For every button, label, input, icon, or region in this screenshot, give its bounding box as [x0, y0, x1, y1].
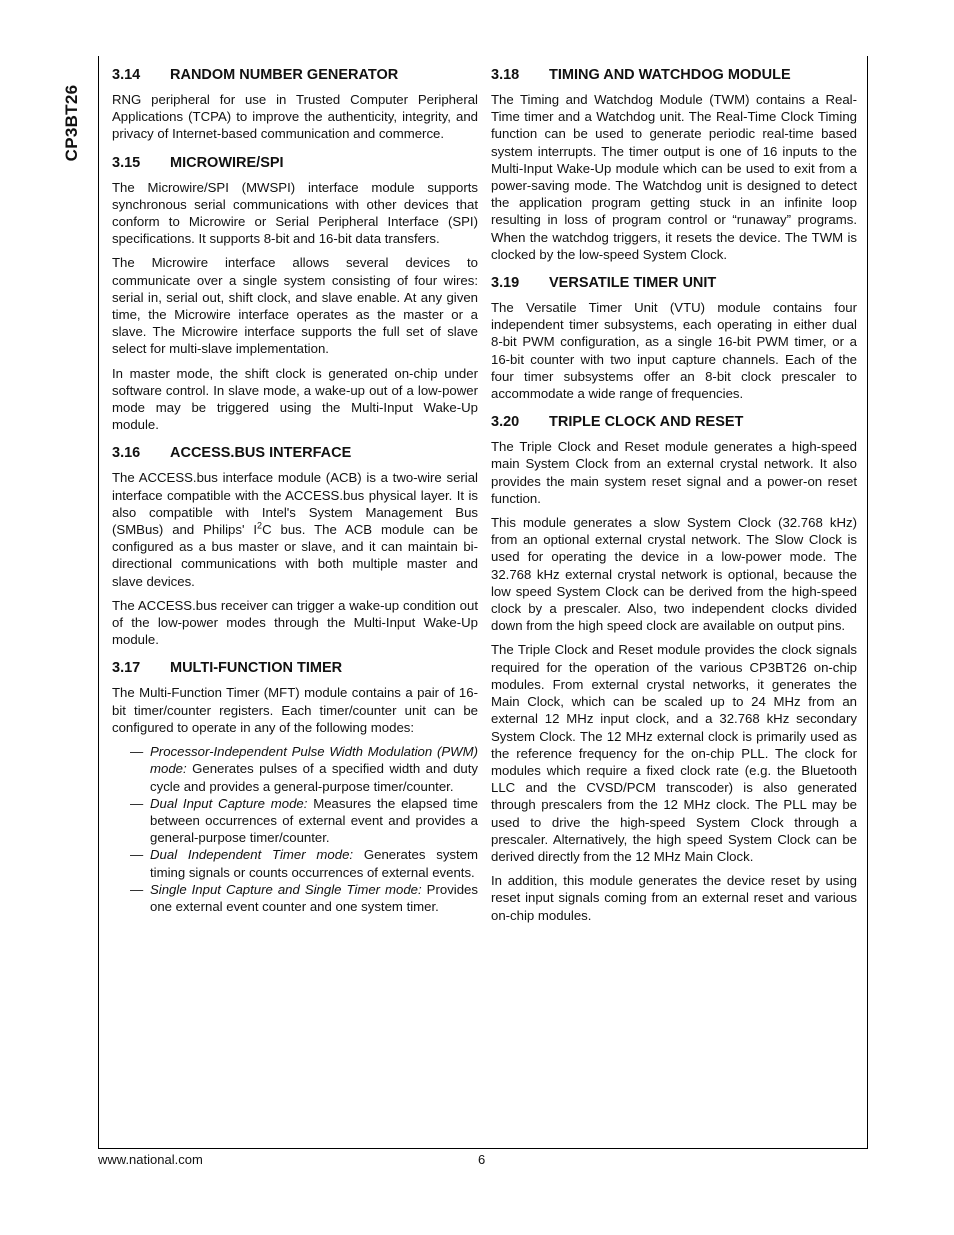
- right-column: [491, 66, 857, 935]
- mode-text: Measures the elapsed time between occurrences of external event and provides a general-purpose timer/counter.: [150, 795, 478, 846]
- section-heading: [112, 444, 478, 462]
- section-heading: [491, 66, 857, 84]
- mode-text: Generates system timing signals or counts occurrences of external events.: [150, 847, 479, 880]
- section-number: 3.19: [491, 275, 520, 292]
- section-3-19: [491, 274, 857, 402]
- mode-name: Dual Input Capture mode:: [150, 795, 308, 811]
- section-number: 3.14: [112, 67, 141, 83]
- section-number: 3.15: [112, 154, 141, 171]
- list-item: [112, 795, 478, 847]
- section-number: 3.18: [491, 67, 520, 83]
- paragraph: The Triple Clock and Reset module generates a high-speed main System Clock from an external crystal network. It also provides the main system reset signal and a power-on reset function.: [491, 439, 857, 506]
- section-3-18: [491, 66, 857, 263]
- section-3-17: [112, 659, 478, 915]
- dash-bullet: —: [130, 847, 144, 863]
- paragraph: [112, 469, 478, 589]
- footer-url: www.national.com: [98, 1152, 203, 1167]
- dash-bullet: —: [130, 881, 144, 897]
- paragraph: The ACCESS.bus receiver can trigger a wake-up condition out of the low-power modes through the Multi-Input Wake-Up module.: [112, 597, 478, 648]
- mode-name: Dual Independent Timer mode:: [150, 847, 354, 863]
- section-title: MICROWIRE/SPI: [170, 154, 284, 171]
- mode-text: Provides one external event counter and one system timer.: [150, 881, 478, 914]
- mode-text: Generates pulses of a specified width and duty cycle and provides a general-purpose timer/counter.: [150, 761, 478, 794]
- section-title: MULTI-FUNCTION TIMER: [170, 660, 343, 677]
- section-heading: [491, 413, 857, 431]
- paragraph: The Microwire/SPI (MWSPI) interface module supports synchronous serial communications with other devices that conform to Microwire or Serial Peripheral Interface (SPI) specifications. It supports 8-bit and 16-bit data transfers.: [112, 179, 478, 247]
- paragraph-text: C bus. The ACB module can be configured as a bus master or slave, and it can maintain bi-directional communications with both multiple master and slave devices.: [112, 522, 478, 589]
- section-3-14: [112, 66, 478, 143]
- section-title: TRIPLE CLOCK AND RESET: [549, 414, 744, 431]
- paragraph: The Microwire interface allows several devices to communicate over a single system consisting of four wires: serial in, serial out, shift clock, and slave enable. At any given time, the Microwire interface operates as the master or a slave. The Microwire interface supports the full set of slave select for multi-slave implementation.: [112, 255, 478, 357]
- paragraph: The Versatile Timer Unit (VTU) module contains four independent timer subsystems, each operating in either dual 8-bit PWM configuration, as a single 16-bit PWM timer, or a 16-bit counter with two input capture channels. Each of the four timer subsystems offer an 8-bit clock prescaler to accommodate a wide range of frequencies.: [491, 300, 857, 402]
- paragraph: In addition, this module generates the device reset by using reset input signals coming from an external reset and various on-chip modules.: [491, 873, 857, 923]
- paragraph: The Triple Clock and Reset module provides the clock signals required for the operation of the various CP3BT26 on-chip modules. From external crystal networks, it generates the Main Clock, which can be scaled up to 24 MHz from an external 12 MHz input clock, and a 32.768 kHz secondary System Clock. The 12 MHz external clock is primarily used as the reference frequency for the on-chip PLL. The clock for modules which require a fixed clock rate (e.g. the Bluetooth LLC and the CVSD/PCM transcoder) is also generated through prescalers from the 12 MHz clock. The PLL may be used to drive the high-speed System Clock through a prescaler. Alternatively, the high speed System Clock can be derived directly from the 12 MHz Main Clock.: [491, 642, 857, 864]
- section-3-16: [112, 444, 478, 648]
- list-item: [112, 743, 478, 795]
- side-title-text: CP3BT26: [62, 84, 81, 162]
- paragraph-text: The ACCESS.bus interface module (ACB) is a two-wire serial interface compatible with the ACCESS.bus physical layer. It is also compatible with Intel's System Management Bus (SMBus) and Philips' I: [112, 470, 478, 538]
- section-number: 3.20: [491, 414, 520, 431]
- list-item: [112, 881, 478, 915]
- paragraph: In master mode, the shift clock is generated on-chip under software control. In slave mode, a wake-up out of a low-power mode may be triggered using the Multi-Input Wake-Up module.: [112, 365, 478, 433]
- dash-bullet: —: [130, 744, 144, 760]
- mode-name: Processor-Independent Pulse Width Modulation (PWM) mode:: [150, 744, 478, 777]
- section-number: 3.16: [112, 445, 141, 462]
- superscript: 2: [257, 520, 263, 531]
- page-number: 6: [478, 1152, 486, 1167]
- section-heading: [112, 66, 478, 84]
- mode-name: Single Input Capture and Single Timer mode:: [150, 881, 422, 897]
- section-title: ACCESS.BUS INTERFACE: [170, 445, 352, 462]
- dash-bullet: —: [130, 795, 144, 811]
- section-heading: [112, 659, 478, 677]
- paragraph: The Multi-Function Timer (MFT) module contains a pair of 16-bit timer/counter registers. Each timer/counter unit can be configured to operate in any of the following modes:: [112, 685, 478, 735]
- side-title: [52, 58, 92, 188]
- section-heading: [491, 274, 857, 292]
- section-number: 3.17: [112, 660, 141, 677]
- paragraph: RNG peripheral for use in Trusted Computer Peripheral Applications (TCPA) to improve the authenticity, integrity, and privacy of Internet-based communication and commerce.: [112, 92, 478, 142]
- section-heading: [112, 154, 478, 172]
- mode-list: [112, 743, 478, 915]
- section-3-20: [491, 413, 857, 923]
- left-column: [112, 66, 478, 926]
- section-3-15: [112, 154, 478, 434]
- section-title: TIMING AND WATCHDOG MODULE: [549, 67, 791, 83]
- paragraph: This module generates a slow System Clock (32.768 kHz) from an optional external crystal network. The Slow Clock is used for operating the device in a low-power mode. The 32.768 kHz external crystal network is optional, because the low speed System Clock can be derived from the high-speed clock by a prescaler. Also, two independent clocks divided down from the high speed clock are available on output pins.: [491, 515, 857, 634]
- paragraph: The Timing and Watchdog Module (TWM) contains a Real-Time timer and a Watchdog unit. The Real-Time Clock Timing function can be used to generate periodic real-time based system interrupts. The timer output is one of 16 inputs to the Multi-Input Wake-Up module which can be used to exit from a power-saving mode. The Watchdog unit is designed to detect the application program getting stuck in an infinite loop resulting in loss of program control or “runaway” programs. When the watchdog triggers, it resets the device. The TWM is clocked by the low-speed System Clock.: [491, 92, 857, 262]
- section-title: RANDOM NUMBER GENERATOR: [170, 67, 399, 83]
- section-title: VERSATILE TIMER UNIT: [549, 275, 717, 292]
- list-item: [112, 846, 478, 880]
